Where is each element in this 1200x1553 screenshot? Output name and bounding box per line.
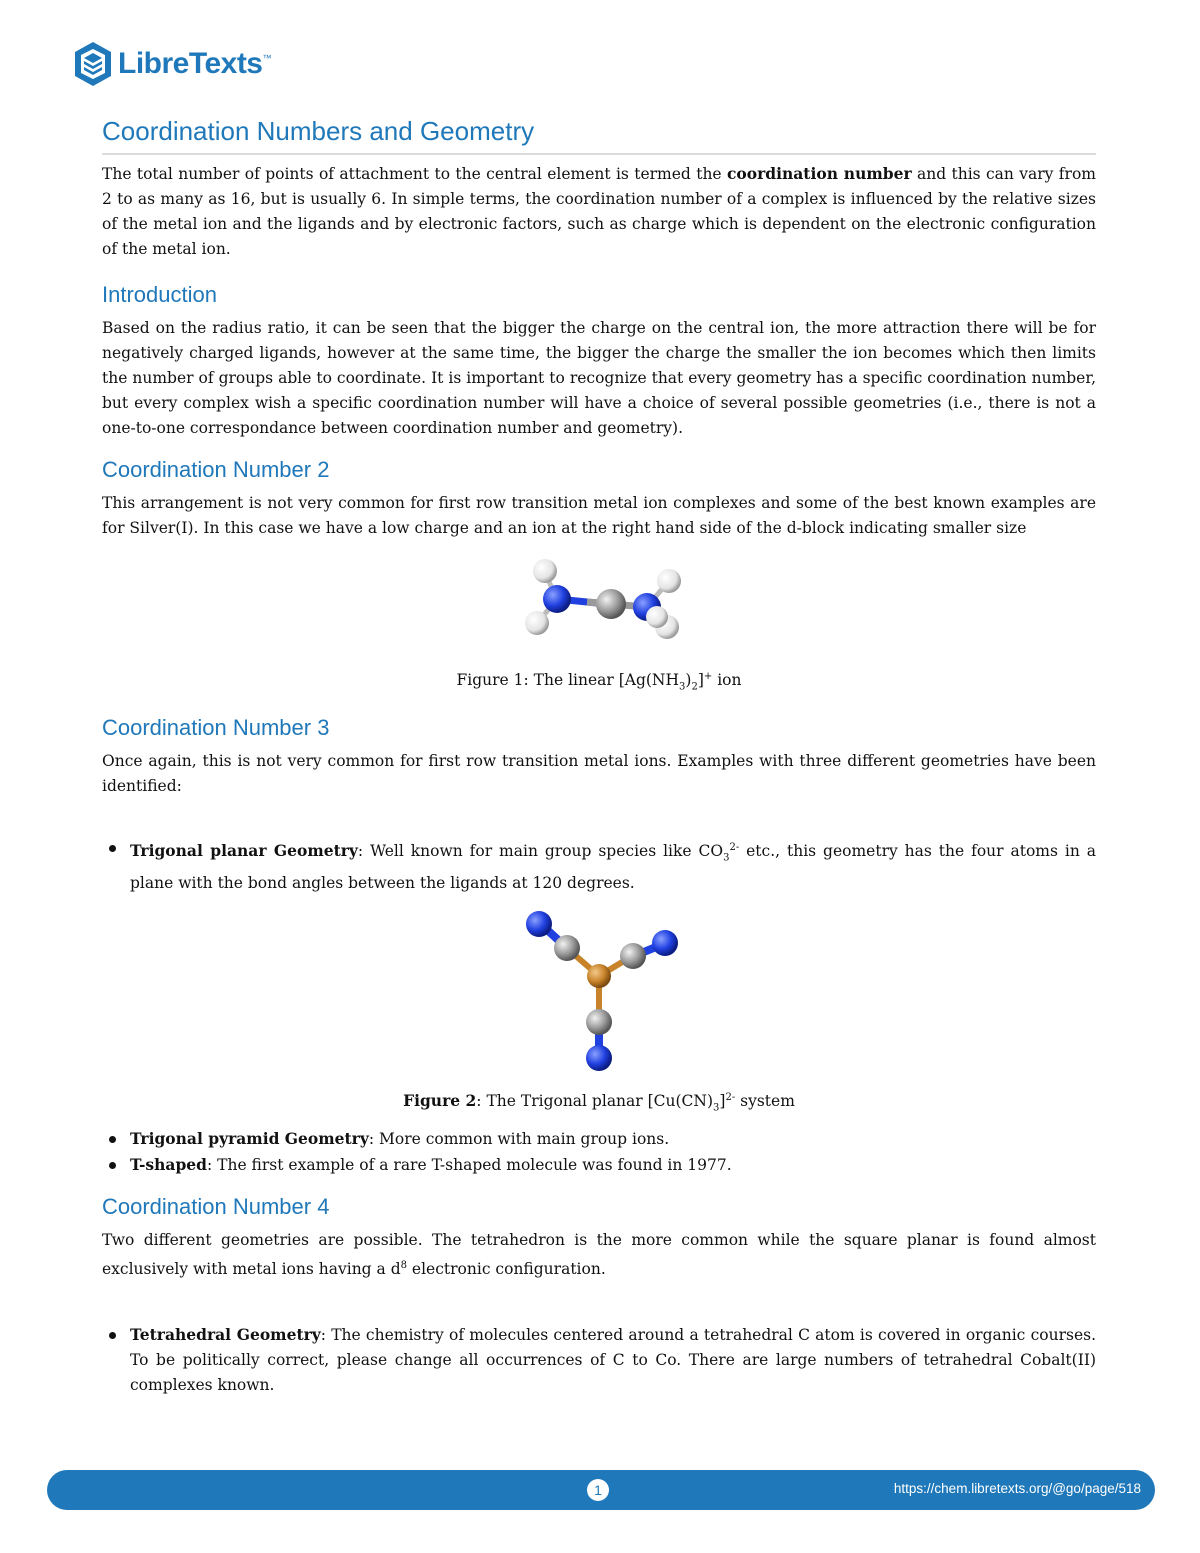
cn2-heading: Coordination Number 2 (102, 457, 330, 482)
cn4-text-a: Two different geometries are possible. The tetrahedron is the more common while the square planar is found almost exclusively with metal ions having a d (102, 1230, 1096, 1278)
libretexts-logo[interactable] (72, 40, 272, 88)
bullet-term: T-shaped (130, 1154, 207, 1174)
bullet-text: etc., this geometry has the four atoms in a plane with the bond angles between the ligands at 120 degrees. (130, 842, 1096, 892)
bullet-sup: 2- (729, 842, 740, 854)
bullet-text: : The first example of a rare T-shaped molecule was found in 1977. (206, 1155, 732, 1174)
figure-2 (102, 910, 1096, 1082)
caption-text: ] (697, 671, 704, 690)
bullet-sub: 3 (723, 852, 730, 864)
intro-text-a: The total number of points of attachment to the central element is termed the (102, 165, 727, 183)
cn3-heading: Coordination Number 3 (102, 715, 330, 741)
list-item (130, 835, 1096, 895)
caption-text: system (735, 1091, 795, 1110)
caption-sup: 2- (725, 1091, 736, 1103)
introduction-heading: Introduction (102, 282, 217, 307)
intro-bold-term: coordination number (726, 164, 912, 183)
cu-cn3-molecule-image (499, 910, 699, 1082)
introduction-paragraph: Based on the radius ratio, it can be seen that the bigger the charge on the central ion, the more attraction there will be for negatively charged ligands, however at the same time, the bigger the charge the smaller the ion becomes which then limits the number of groups able to coordinate. It is important to recognize that every geometry has a specific coordination number, but every complex wish a specific coordination number will have a choice of several possible geometries (i.e., there is not a one-to-one correspondance between coordination number and geometry). (102, 319, 1096, 437)
caption-text: : The Trigonal planar [Cu(CN) (476, 1091, 714, 1110)
caption-text: ion (712, 671, 742, 690)
figure-1-caption (102, 665, 1096, 699)
caption-sub: 2 (691, 681, 698, 693)
intro-paragraph (102, 161, 1096, 262)
page-footer (47, 1470, 1155, 1510)
page-title: Coordination Numbers and Geometry (102, 116, 1096, 155)
list-item (130, 1126, 1096, 1152)
cn3-paragraph: Once again, this is not very common for first row transition metal ions. Examples with three different geometries have been identified: (102, 752, 1096, 796)
cn4-text-b: electronic configuration. (407, 1259, 606, 1278)
figure-1 (102, 555, 1096, 661)
caption-sup: + (703, 671, 713, 682)
intro-text-b: and this can vary from 2 to as many as 16, but is usually 6. In simple terms, the coordination number of a complex is influenced by the relative sizes of the metal ion and the ligands and by electronic factors, such as charge which is dependent on the electronic configuration of the metal ion. (102, 165, 1096, 258)
bullet-text: : The chemistry of molecules centered around a tetrahedral C atom is covered in organic courses. To be politically correct, please change all occurrences of C to Co. There are large numbers of tetrahedral Cobalt(II) complexes known. (130, 1325, 1096, 1394)
bullet-text: : More common with main group ions. (368, 1129, 670, 1148)
bullet-text: : Well known for main group species like CO (357, 842, 724, 861)
bullet-term: Tetrahedral Geometry (130, 1324, 321, 1344)
cn4-bullet-list (102, 1322, 1096, 1398)
libretexts-logo-icon (72, 40, 114, 88)
caption-bold: Figure 2 (403, 1090, 477, 1110)
cn3-bullet-list-1 (102, 835, 1096, 895)
logo-text: LibreTexts (118, 47, 263, 80)
ag-nh3-molecule-image (489, 555, 709, 661)
cn4-paragraph (102, 1228, 1096, 1282)
caption-sub: 3 (713, 1101, 720, 1113)
list-item (130, 1322, 1096, 1398)
cn2-paragraph: This arrangement is not very common for first row transition metal ion complexes and some of the best known examples are for Silver(I). In this case we have a low charge and an ion at the right hand side of the d-block indicating smaller size (102, 494, 1096, 537)
list-item (130, 1152, 1096, 1178)
bullet-term: Trigonal pyramid Geometry (130, 1128, 369, 1148)
cn3-bullet-list-2 (102, 1126, 1096, 1178)
cn4-sup: 8 (400, 1259, 407, 1271)
page-url-link[interactable]: https://chem.libretexts.org/@go/page/518 (893, 1481, 1141, 1496)
figure-2-caption (102, 1086, 1096, 1120)
bullet-term: Trigonal planar Geometry (130, 841, 358, 861)
page-content (102, 116, 1096, 1398)
caption-text: ) (685, 671, 692, 690)
caption-sub: 3 (679, 681, 686, 693)
logo-trademark: ™ (262, 53, 272, 63)
caption-text: Figure 1: The linear [Ag(NH (456, 671, 680, 690)
page-number: 1 (587, 1479, 609, 1501)
cn4-heading: Coordination Number 4 (102, 1193, 330, 1219)
caption-text: ] (719, 1091, 726, 1110)
